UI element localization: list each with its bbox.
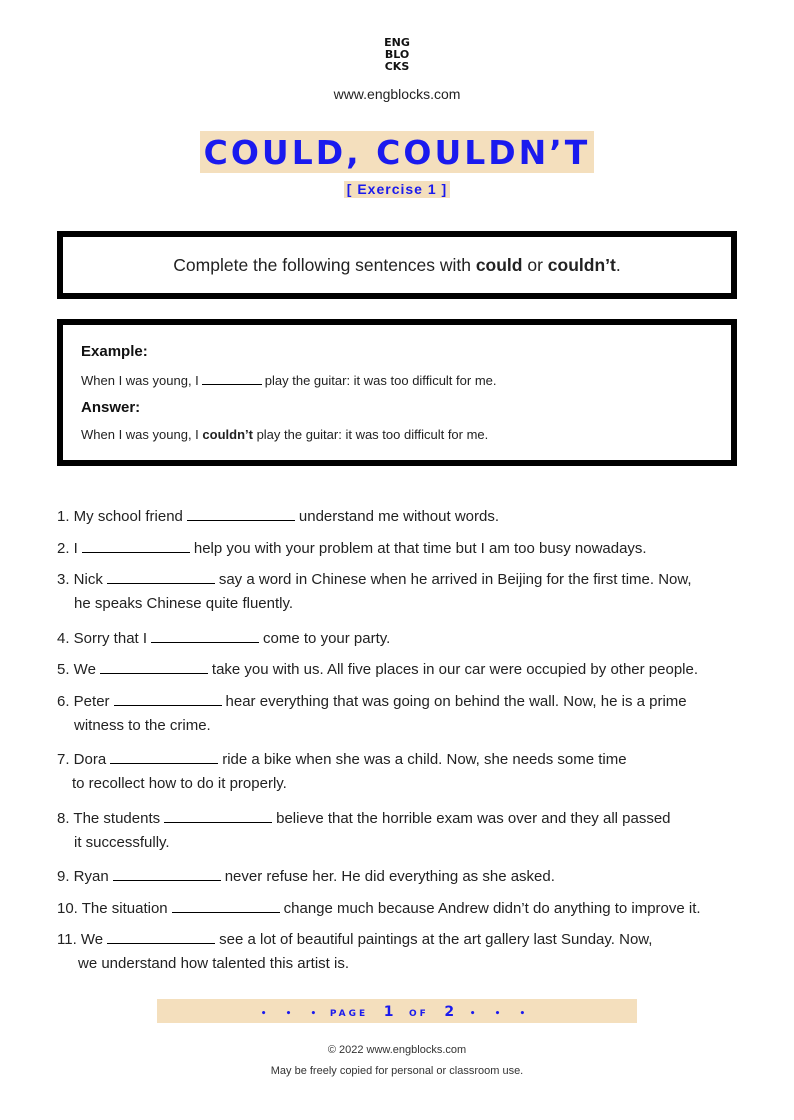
answer-blank[interactable] (107, 928, 215, 944)
pager-total: 2 (444, 1004, 455, 1020)
pager-dots: • • • (469, 1009, 534, 1019)
answer-blank[interactable] (172, 897, 280, 913)
question-text: 8. The students (57, 810, 161, 827)
question-text: 3. Nick (57, 571, 103, 588)
answer-blank[interactable] (187, 505, 295, 521)
pager-current: 1 (383, 1004, 394, 1020)
question-text: see a lot of beautiful paintings at the art gallery last Sunday. Now, (219, 931, 653, 948)
instruction-word: could (475, 255, 523, 275)
answer-blank[interactable] (114, 690, 222, 706)
instruction-text: Complete the following sentences with (173, 255, 476, 275)
question-text: hear everything that was going on behind the wall. Now, he is a prime (225, 693, 687, 710)
question-text: 4. Sorry that I (57, 630, 148, 647)
question-continuation: it successfully. (74, 834, 170, 851)
question-text: 11. We (57, 931, 104, 948)
example-text: play the guitar: it was too difficult for me. (264, 373, 497, 388)
instruction-text: or (522, 255, 548, 275)
question-text: change much because Andrew didn’t do anything to improve it. (283, 900, 701, 917)
question-text: 9. Ryan (57, 868, 109, 885)
question-item (57, 865, 555, 885)
engblocks-logo (0, 37, 794, 73)
question-item (57, 505, 499, 525)
question-continuation: he speaks Chinese quite fluently. (74, 595, 294, 612)
question-text: 7. Dora (57, 751, 107, 768)
example-blank (202, 372, 262, 385)
pager-of-word: OF (409, 1009, 429, 1019)
question-text: 5. We (57, 661, 96, 678)
question-text: 10. The situation (57, 900, 168, 917)
question-text: understand me without words. (298, 508, 499, 525)
question-item (57, 807, 671, 851)
instruction-word: couldn’t (547, 255, 616, 275)
question-text: 2. I (57, 540, 78, 557)
question-item (57, 658, 698, 678)
logo-line: BLO (384, 48, 410, 61)
question-text: ride a bike when she was a child. Now, she needs some time (222, 751, 627, 768)
pager-page-word: PAGE (329, 1009, 369, 1019)
question-continuation: to recollect how to do it properly. (72, 775, 287, 792)
question-text: 6. Peter (57, 693, 110, 710)
instruction-box (57, 231, 737, 299)
question-text: never refuse her. He did everything as she asked. (224, 868, 555, 885)
question-text: 1. My school friend (57, 508, 183, 525)
question-item (57, 748, 627, 792)
answer-sentence (81, 427, 488, 442)
answer-label: Answer: (81, 399, 141, 416)
question-item (57, 627, 390, 647)
question-text: take you with us. All five places in our car were occupied by other people. (211, 661, 699, 678)
question-text: believe that the horrible exam was over and they all passed (276, 810, 671, 827)
question-text: help you with your problem at that time but I am too busy nowadays. (193, 540, 647, 557)
answer-word: couldn’t (202, 427, 253, 442)
question-item (57, 928, 653, 972)
question-item (57, 897, 701, 917)
question-item (57, 537, 647, 557)
example-box (57, 319, 737, 466)
question-text: say a word in Chinese when he arrived in Beijing for the first time. Now, (218, 571, 692, 588)
answer-blank[interactable] (113, 865, 221, 881)
page-title: COULD, COULDN’T (200, 131, 595, 173)
exercise-tag: [ Exercise 1 ] (344, 181, 450, 198)
example-sentence (81, 372, 496, 388)
logo-line: ENG (384, 36, 410, 49)
example-text: When I was young, I (81, 373, 199, 388)
logo-line: CKS (384, 60, 410, 73)
question-text: come to your party. (263, 630, 391, 647)
answer-blank[interactable] (100, 658, 208, 674)
answer-text: When I was young, I (81, 427, 203, 442)
question-continuation: witness to the crime. (74, 717, 211, 734)
answer-blank[interactable] (110, 748, 218, 764)
example-label: Example: (81, 343, 148, 360)
answer-blank[interactable] (151, 627, 259, 643)
answer-blank[interactable] (82, 537, 190, 553)
answer-text: play the guitar: it was too difficult for me. (252, 427, 489, 442)
question-item (57, 690, 687, 734)
instruction-text: . (615, 255, 621, 275)
site-url: www.engblocks.com (333, 86, 461, 102)
question-continuation: we understand how talented this artist is. (78, 955, 349, 972)
page-indicator (157, 999, 637, 1023)
footer-license: May be freely copied for personal or classroom use. (270, 1065, 524, 1077)
answer-blank[interactable] (107, 568, 215, 584)
answer-blank[interactable] (164, 807, 272, 823)
pager-dots: • • • (260, 1009, 325, 1019)
question-item (57, 568, 692, 612)
footer-copyright: © 2022 www.engblocks.com (327, 1044, 467, 1056)
